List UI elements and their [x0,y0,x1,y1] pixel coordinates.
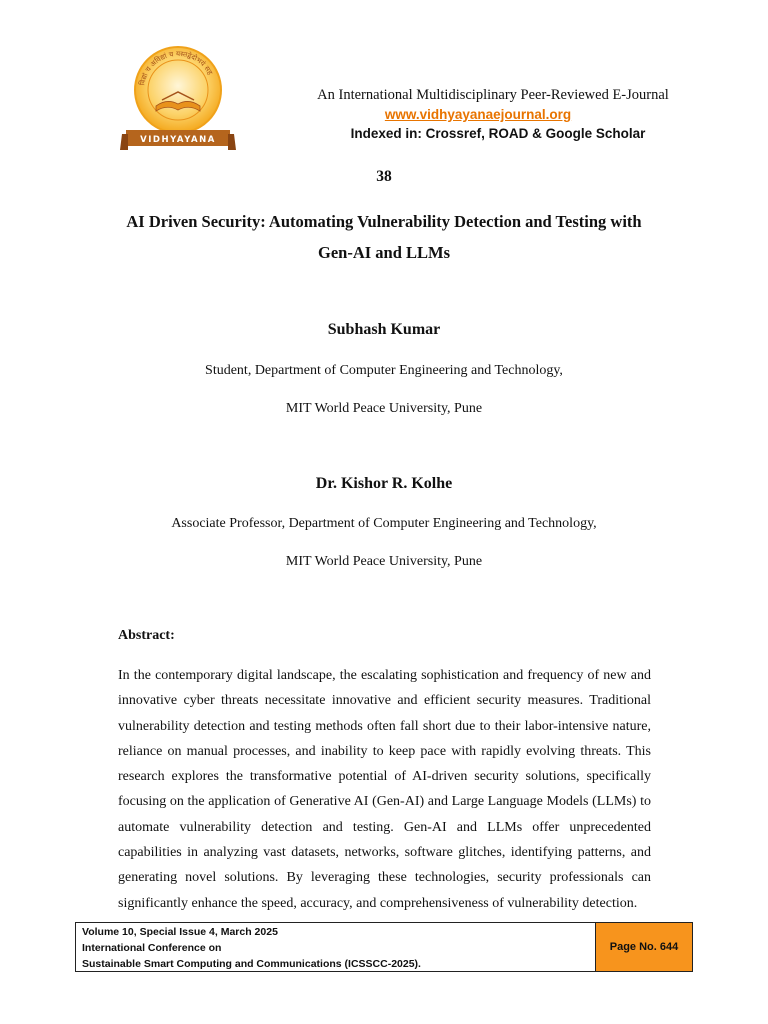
article-number: 38 [376,168,392,185]
journal-logo [118,40,238,155]
article-title-line1: AI Driven Security: Automating Vulnerability Detection and Testing with [126,212,642,231]
article-title-line2: Gen-AI and LLMs [317,243,451,262]
journal-indexing: Indexed in: Crossref, ROAD & Google Scholar [350,126,646,141]
journal-header [250,86,736,141]
footer-conference: International Conference on [82,942,222,954]
author-name: Subhash Kumar [327,321,441,338]
article-title [100,206,668,268]
author-affiliation-university: MIT World Peace University, Pune [285,401,483,416]
logo-name: VIDHYAYANA [140,135,216,145]
footer-conference-name: Sustainable Smart Computing and Communications (ICSSCC-2025). [82,958,421,970]
page-footer [75,922,693,972]
journal-type: An International Multidisciplinary Peer-Reviewed E-Journal [317,87,669,103]
vidhyayana-logo-icon [118,40,238,155]
logo-motto: विद्यां च अविद्यां च यस्तद्वेदोभयं सह [138,49,214,87]
author-name: Dr. Kishor R. Kolhe [315,475,453,492]
author-affiliation-dept: Associate Professor, Department of Computer Engineering and Technology, [171,516,597,531]
footer-issue-info [76,923,595,971]
abstract-text: In the contemporary digital landscape, the escalating sophistication and frequency of new and innovative cyber threats necessitate innovative and efficient security measures. Traditional vulnerability detection and testing methods often fall short due to their labor-intensive nature, reliance on manual processes, and inability to keep pace with rapidly evolving threats. This research explores the transformative potential of AI-driven security solutions, specifically focusing on the application of Generative AI (Gen-AI) and Large Language Models (LLMs) to automate vulnerability detection and testing. Gen-AI and LLMs offer unprecedented capabilities in analyzing vast datasets, networks, software glitches, identifying patterns, and generating novel solutions. By leveraging these technologies, security professionals can significantly enhance the speed, accuracy, and comprehensiveness of vulnerability detection. [118,668,651,911]
author-affiliation-dept: Student, Department of Computer Engineering and Technology, [205,363,563,378]
footer-volume: Volume 10, Special Issue 4, March 2025 [82,926,278,938]
author-affiliation-university: MIT World Peace University, Pune [285,554,483,569]
journal-website-link[interactable]: www.vidhyayanaejournal.org [384,107,572,122]
abstract-heading: Abstract: [118,628,175,643]
footer-page-number: Page No. 644 [595,923,692,971]
